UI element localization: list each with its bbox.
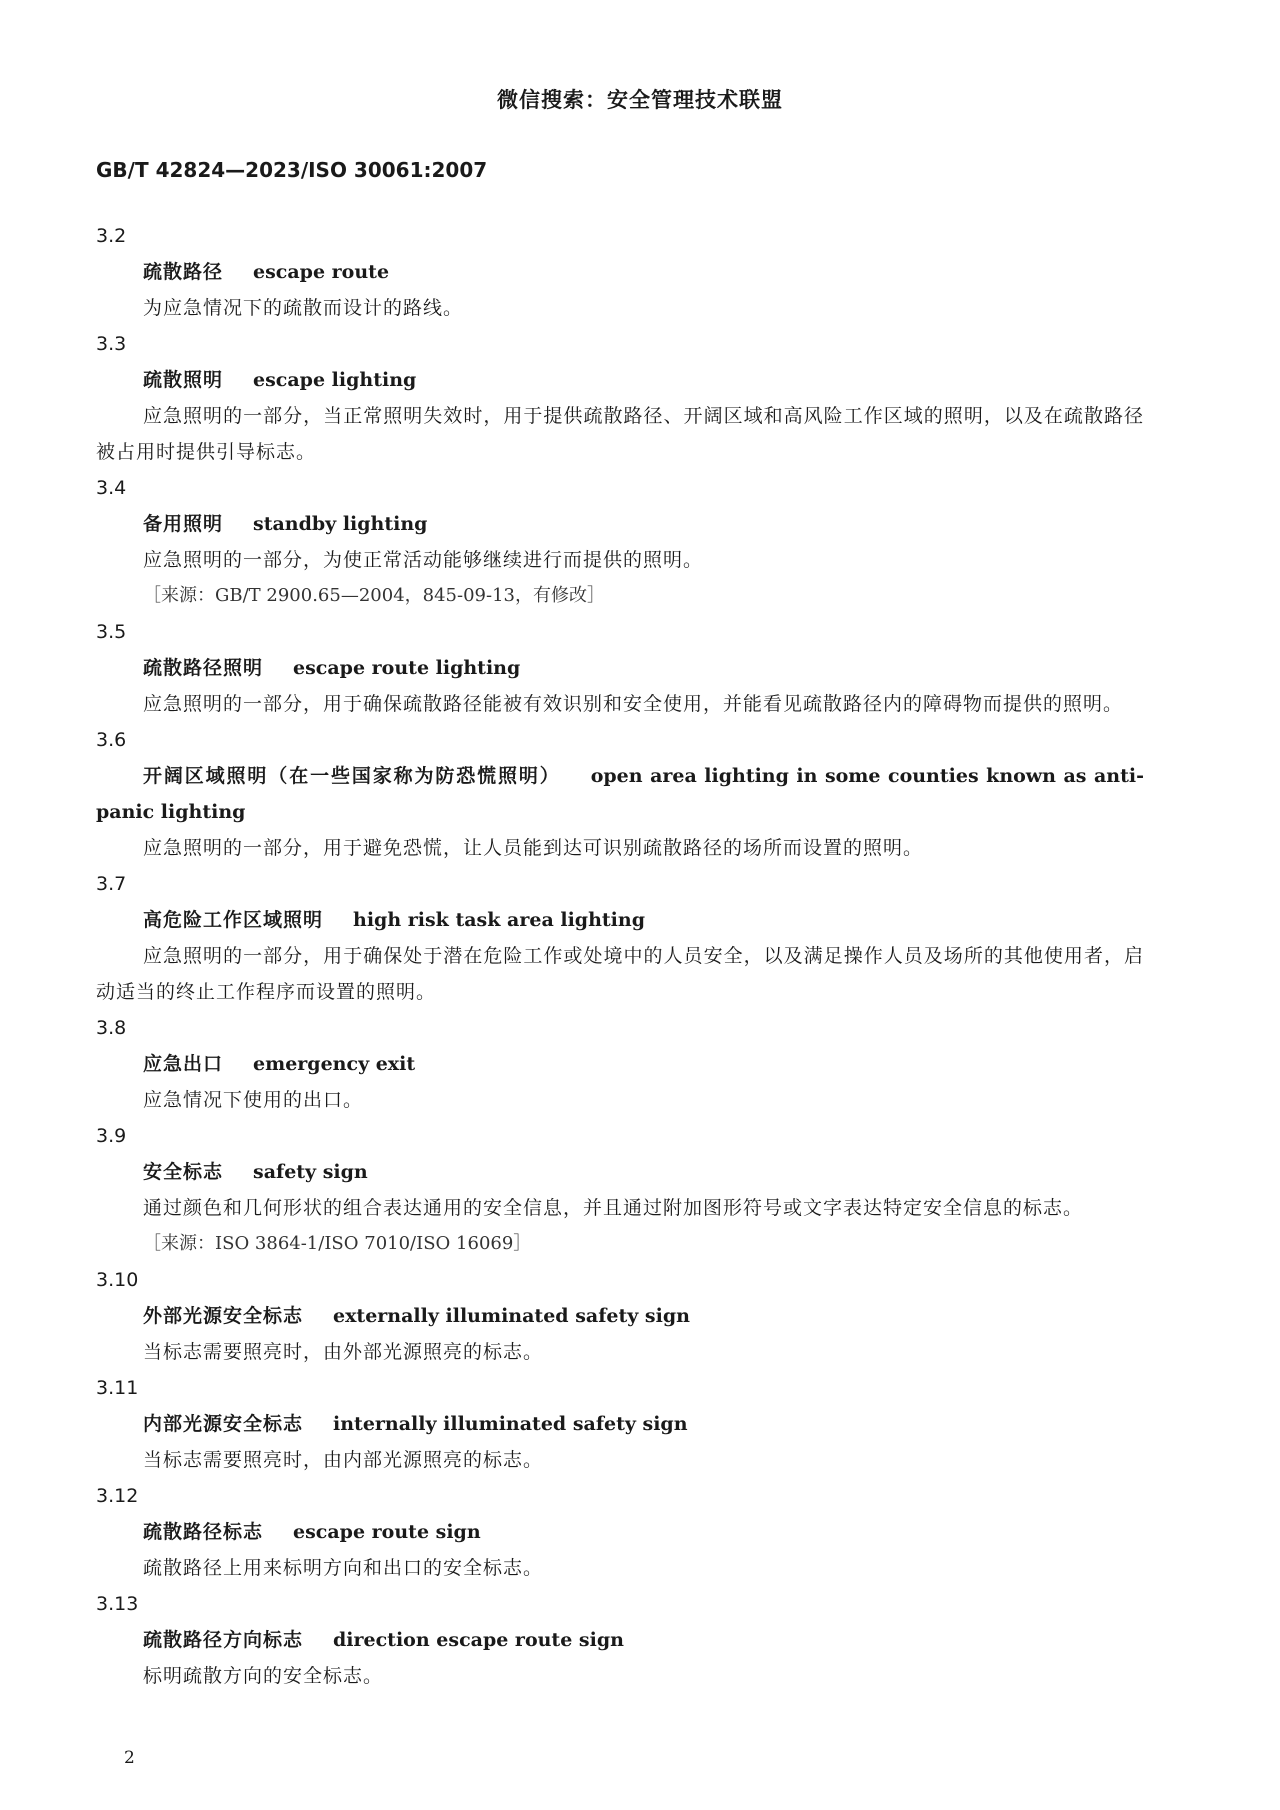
term-entry xyxy=(96,722,1144,866)
clause-number: 3.4 xyxy=(96,477,127,499)
term-definition: 标明疏散方向的安全标志。 xyxy=(143,1665,384,1687)
term-entry xyxy=(96,470,1144,614)
term-definition: 应急照明的一部分，用于确保疏散路径能被有效识别和安全使用，并能看见疏散路径内的障碍物而提供的照明。 xyxy=(143,693,1124,715)
term-heading xyxy=(96,362,1144,398)
term-heading xyxy=(96,650,1144,686)
term-definition: 通过颜色和几何形状的组合表达通用的安全信息，并且通过附加图形符号或文字表达特定安全信息的标志。 xyxy=(143,1197,1084,1219)
term-heading xyxy=(96,1298,1144,1334)
term-heading xyxy=(96,1622,1144,1658)
standard-code: GB/T 42824—2023/ISO 30061:2007 xyxy=(96,158,488,182)
term-definition: 当标志需要照亮时，由内部光源照亮的标志。 xyxy=(143,1449,544,1471)
term-english: high risk task area lighting xyxy=(353,909,645,931)
term-entry xyxy=(96,1010,1144,1118)
term-heading xyxy=(96,1154,1144,1190)
term-heading xyxy=(96,902,1144,938)
term-english: standby lighting xyxy=(253,513,428,535)
term-chinese: 疏散路径 xyxy=(143,261,224,283)
term-chinese: 疏散照明 xyxy=(143,369,224,391)
terms-list xyxy=(96,218,1144,1694)
term-entry xyxy=(96,1586,1144,1694)
term-heading xyxy=(96,506,1144,542)
term-english: open area lighting in some counties known as anti-panic lighting xyxy=(96,765,1144,823)
term-entry xyxy=(96,1370,1144,1478)
term-heading xyxy=(96,1406,1144,1442)
term-chinese: 高危险工作区域照明 xyxy=(143,909,324,931)
term-entry xyxy=(96,1478,1144,1586)
term-english: escape route lighting xyxy=(293,657,521,679)
term-entry xyxy=(96,1118,1144,1262)
term-definition: 疏散路径上用来标明方向和出口的安全标志。 xyxy=(143,1557,544,1579)
term-english: safety sign xyxy=(253,1161,368,1183)
term-chinese: 备用照明 xyxy=(143,513,224,535)
term-chinese: 疏散路径标志 xyxy=(143,1521,264,1543)
term-definition: 应急照明的一部分，用于避免恐慌，让人员能到达可识别疏散路径的场所而设置的照明。 xyxy=(143,837,924,859)
clause-number: 3.3 xyxy=(96,333,127,355)
term-heading xyxy=(96,758,1144,830)
clause-number: 3.2 xyxy=(96,225,127,247)
clause-number: 3.5 xyxy=(96,621,127,643)
clause-number: 3.6 xyxy=(96,729,127,751)
term-chinese: 外部光源安全标志 xyxy=(143,1305,304,1327)
term-english: internally illuminated safety sign xyxy=(333,1413,688,1435)
term-heading xyxy=(96,254,1144,290)
clause-number: 3.11 xyxy=(96,1377,139,1399)
term-chinese: 开阔区域照明（在一些国家称为防恐慌照明） xyxy=(143,765,561,787)
term-definition: 应急照明的一部分，当正常照明失效时，用于提供疏散路径、开阔区域和高风险工作区域的照明，以及在疏散路径被占用时提供引导标志。 xyxy=(96,405,1144,463)
term-definition: 应急照明的一部分，用于确保处于潜在危险工作或处境中的人员安全，以及满足操作人员及场所的其他使用者，启动适当的终止工作程序而设置的照明。 xyxy=(96,945,1144,1003)
term-source: ［来源：GB/T 2900.65—2004，845-09-13，有修改］ xyxy=(143,585,605,606)
term-definition: 应急情况下使用的出口。 xyxy=(143,1089,364,1111)
term-entry xyxy=(96,1262,1144,1370)
term-chinese: 疏散路径方向标志 xyxy=(143,1629,304,1651)
term-chinese: 疏散路径照明 xyxy=(143,657,264,679)
term-english: externally illuminated safety sign xyxy=(333,1305,690,1327)
clause-number: 3.13 xyxy=(96,1593,139,1615)
term-entry xyxy=(96,866,1144,1010)
term-english: escape route sign xyxy=(293,1521,481,1543)
watermark-title: 微信搜索：安全管理技术联盟 xyxy=(497,88,783,112)
term-heading xyxy=(96,1514,1144,1550)
term-source: ［来源：ISO 3864-1/ISO 7010/ISO 16069］ xyxy=(143,1233,532,1254)
term-definition: 应急照明的一部分，为使正常活动能够继续进行而提供的照明。 xyxy=(143,549,704,571)
term-chinese: 应急出口 xyxy=(143,1053,224,1075)
term-entry xyxy=(96,614,1144,722)
term-heading xyxy=(96,1046,1144,1082)
term-english: escape lighting xyxy=(253,369,417,391)
term-english: emergency exit xyxy=(253,1053,416,1075)
term-english: direction escape route sign xyxy=(333,1629,624,1651)
term-english: escape route xyxy=(253,261,390,283)
clause-number: 3.12 xyxy=(96,1485,139,1507)
term-chinese: 安全标志 xyxy=(143,1161,224,1183)
term-entry xyxy=(96,326,1144,470)
clause-number: 3.9 xyxy=(96,1125,127,1147)
clause-number: 3.10 xyxy=(96,1269,139,1291)
term-definition: 为应急情况下的疏散而设计的路线。 xyxy=(143,297,464,319)
clause-number: 3.7 xyxy=(96,873,127,895)
term-definition: 当标志需要照亮时，由外部光源照亮的标志。 xyxy=(143,1341,544,1363)
clause-number: 3.8 xyxy=(96,1017,127,1039)
page-number: 2 xyxy=(124,1748,135,1768)
term-entry xyxy=(96,218,1144,326)
term-chinese: 内部光源安全标志 xyxy=(143,1413,304,1435)
